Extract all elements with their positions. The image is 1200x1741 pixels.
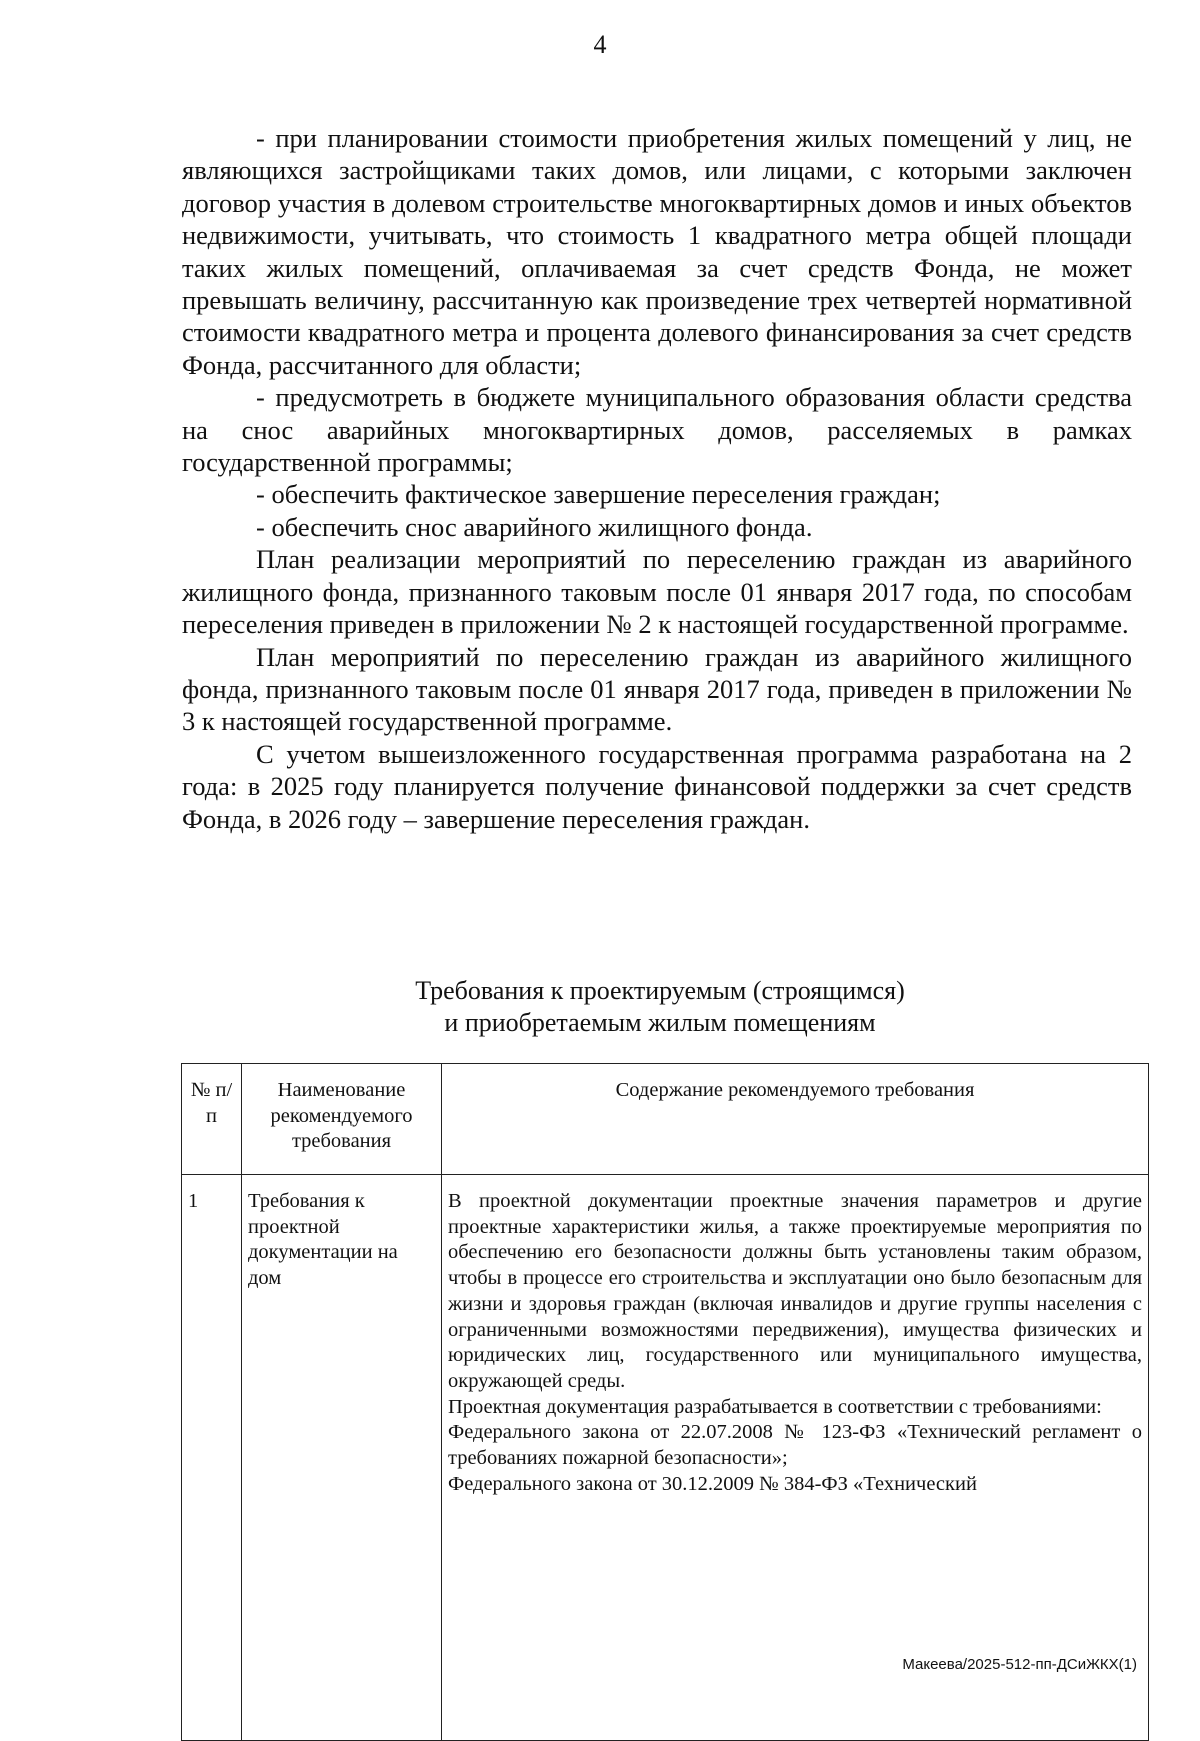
paragraph-5: План реализации мероприятий по переселению граждан из аварийного жилищного фонда, признанного таковым после 01 января 2017 года, по способам переселения приведен в приложении № 2 к настоящей государственной программе.	[182, 544, 1132, 640]
paragraph-2: - предусмотреть в бюджете муниципального образования области средства на снос аварийных многоквартирных домов, расселяемых в рамках государственной программы;	[182, 382, 1132, 478]
document-footer-code: Макеева/2025-512-пп-ДСиЖКХ(1)	[902, 1656, 1137, 1673]
paragraph-1: - при планировании стоимости приобретения жилых помещений у лиц, не являющихся застройщиками таких домов, или лицами, с которыми заключен договор участия в долевом строительстве многоквартирных домов и иных объектов недвижимости, учитывать, что стоимость 1 квадратного метра общей площади таких жилых помещений, оплачиваемая за счет средств Фонда, не может превышать величину, рассчитанную как произведение трех четвертей нормативной стоимости квадратного метра и процента долевого финансирования за счет средств Фонда, рассчитанного для области;	[182, 123, 1132, 380]
row-content-para-2: Проектная документация разрабатывается в соответствии с требованиями:	[448, 1395, 1102, 1418]
page-number: 4	[593, 30, 607, 59]
table-header-row	[182, 1064, 1149, 1175]
section-title	[250, 975, 1070, 1039]
paragraph-6: План мероприятий по переселению граждан из аварийного жилищного фонда, признанного таковым после 01 января 2017 года, приведен в приложении № 3 к настоящей государственной программе.	[182, 641, 1132, 737]
row-num: 1	[182, 1175, 242, 1741]
header-num: № п/п	[182, 1064, 242, 1175]
paragraph-4: - обеспечить снос аварийного жилищного фонда.	[256, 511, 813, 542]
requirements-table	[181, 1063, 1149, 1741]
section-title-line-2: и приобретаемым жилым помещениям	[444, 1008, 876, 1037]
header-name: Наименование рекомендуемого требования	[242, 1064, 442, 1175]
paragraph-7: С учетом вышеизложенного государственная программа разработана на 2 года: в 2025 году планируется получение финансовой поддержки за счет средств Фонда, в 2026 году – завершение переселения граждан.	[182, 738, 1132, 834]
header-content: Содержание рекомендуемого требования	[442, 1064, 1149, 1175]
body-text	[182, 122, 1132, 835]
paragraph-3: - обеспечить фактическое завершение переселения граждан;	[256, 479, 941, 510]
row-content-para-3: Федерального закона от 22.07.2008 № 123-ФЗ «Технический регламент о требованиях пожарной безопасности»;	[448, 1421, 1142, 1470]
row-content-para-1: В проектной документации проектные значения параметров и другие проектные характеристики жилья, а также проектируемые мероприятия по обеспечению его безопасности должны быть установлены таким образом, чтобы в процессе его строительства и эксплуатации оно было безопасным для жизни и здоровья граждан (включая инвалидов и другие группы населения с ограниченными возможностями передвижения), имущества физических и юридических лиц, государственного или муниципального имущества, окружающей среды.	[448, 1190, 1142, 1392]
section-title-line-1: Требования к проектируемым (строящимся)	[415, 976, 905, 1005]
row-name: Требования к проектной документации на дом	[242, 1175, 442, 1741]
row-content-para-4: Федерального закона от 30.12.2009 № 384-ФЗ «Технический	[448, 1472, 977, 1495]
